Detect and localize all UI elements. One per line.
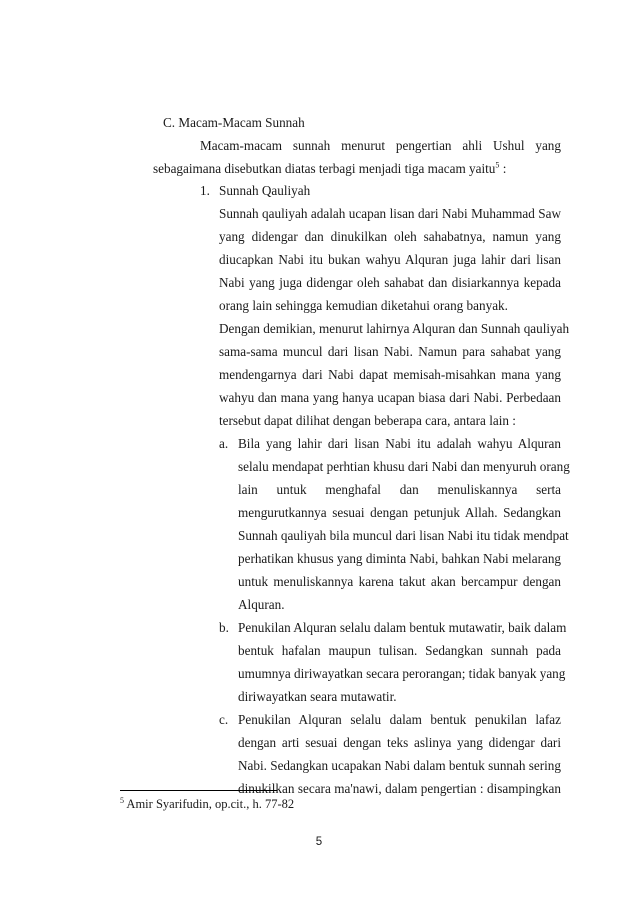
para2-line-5: tersebut dapat dilihat dengan beberapa cara, antara lain : bbox=[219, 413, 516, 428]
para2-line-1: Dengan demikian, menurut lahirnya Alquran dan Sunnah qauliyah bbox=[219, 321, 570, 336]
sub-c-line-3: Nabi. Sedangkan ucapakan Nabi dalam bentuk sunnah sering bbox=[238, 758, 561, 773]
sub-a-line-3: lain untuk menghafal dan menuliskannya serta bbox=[238, 482, 561, 497]
sub-c-line-1: Penukilan Alquran selalu dalam bentuk penukilan lafaz bbox=[238, 712, 561, 727]
para1-line-1: Sunnah qauliyah adalah ucapan lisan dari Nabi Muhammad Saw bbox=[219, 206, 561, 221]
intro-line-1: Macam-macam sunnah menurut pengertian ahli Ushul yang bbox=[200, 138, 561, 153]
sub-b-line-4: diriwayatkan seara mutawatir. bbox=[238, 689, 397, 704]
sub-a-letter: a. bbox=[219, 436, 229, 451]
sub-a-line-8: Alquran. bbox=[238, 597, 285, 612]
footnote bbox=[120, 797, 294, 812]
para1-line-2: yang didengar dan dinukilkan oleh sahabatnya, namun yang bbox=[219, 229, 561, 244]
intro-line-2-text: sebagaimana disebutkan diatas terbagi menjadi tiga macam yaitu bbox=[153, 161, 496, 176]
para2-line-3: mendengarnya dari Nabi dapat memisah-misahkan mana yang bbox=[219, 367, 561, 382]
para1-line-5: orang lain sehingga kemudian diketahui orang banyak. bbox=[219, 298, 508, 313]
footnote-reference: 5 bbox=[495, 160, 500, 170]
sub-b-line-1: Penukilan Alquran selalu dalam bentuk mutawatir, baik dalam bbox=[238, 620, 567, 635]
footnote-marker: 5 bbox=[120, 795, 124, 805]
intro-line-2 bbox=[153, 161, 506, 177]
para1-line-4: Nabi yang juga didengar oleh sahabat dan disiarkannya kepada bbox=[219, 275, 561, 290]
sub-a-line-5: Sunnah qauliyah bila muncul dari lisan Nabi itu tidak mendpat bbox=[238, 528, 569, 543]
sub-a-line-1: Bila yang lahir dari lisan Nabi itu adalah wahyu Alquran bbox=[238, 436, 561, 451]
sub-a-line-6: perhatikan khusus yang diminta Nabi, bahkan Nabi melarang bbox=[238, 551, 562, 566]
sub-c-letter: c. bbox=[219, 712, 229, 727]
footnote-separator bbox=[120, 790, 277, 791]
sub-b-line-3: umumnya diriwayatkan secara perorangan; tidak banyak yang bbox=[238, 666, 566, 681]
sub-c-line-4: dinukilkan secara ma'nawi, dalam pengertian : disampingkan bbox=[238, 781, 561, 796]
para2-line-2: sama-sama muncul dari lisan Nabi. Namun para sahabat yang bbox=[219, 344, 561, 359]
para1-line-3: diucapkan Nabi itu bukan wahyu Alquran juga lahir dari lisan bbox=[219, 252, 561, 267]
page-number: 5 bbox=[315, 836, 323, 848]
sub-a-line-4: mengurutkannya sesuai dengan petunjuk Allah. Sedangkan bbox=[238, 505, 561, 520]
sub-b-letter: b. bbox=[219, 620, 229, 635]
item-1-title: Sunnah Qauliyah bbox=[219, 183, 311, 198]
sub-c-line-2: dengan arti sesuai dengan teks aslinya yang didengar dari bbox=[238, 735, 561, 750]
footnote-text: Amir Syarifudin, op.cit., h. 77-82 bbox=[124, 797, 295, 811]
sub-a-line-2: selalu mendapat perhtian khusu dari Nabi dan menyuruh orang bbox=[238, 459, 570, 474]
section-heading: C. Macam-Macam Sunnah bbox=[163, 115, 305, 130]
item-1-number: 1. bbox=[200, 183, 210, 198]
intro-line-2-end: : bbox=[499, 161, 507, 176]
sub-a-line-7: untuk menuliskannya karena takut akan bercampur dengan bbox=[238, 574, 561, 589]
para2-line-4: wahyu dan mana yang hanya ucapan biasa dari Nabi. Perbedaan bbox=[219, 390, 561, 405]
sub-b-line-2: bentuk hafalan maupun tulisan. Sedangkan sunnah pada bbox=[238, 643, 561, 658]
